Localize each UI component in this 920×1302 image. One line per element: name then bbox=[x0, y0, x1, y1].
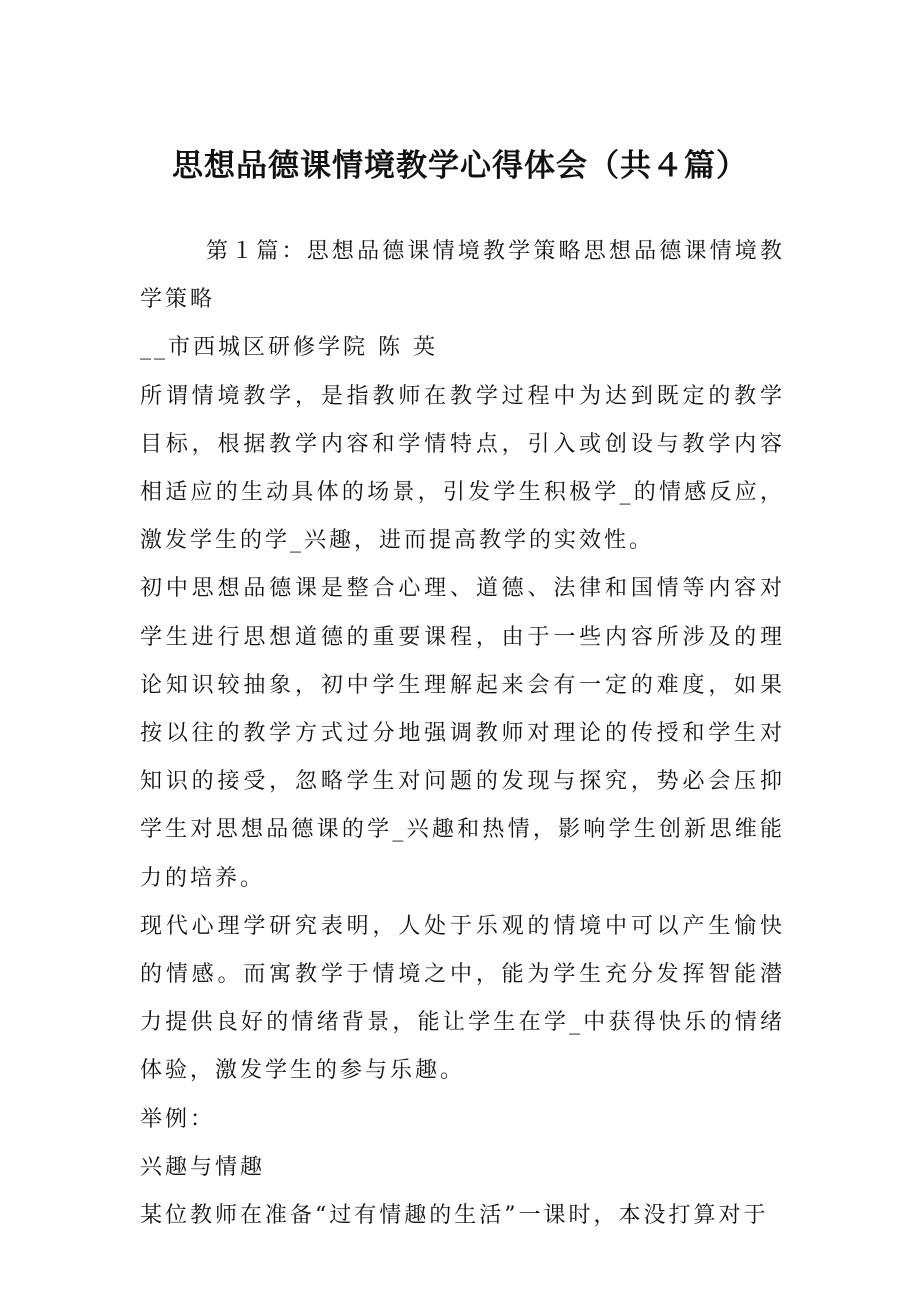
author-line: __市西城区研修学院 陈 英 bbox=[140, 335, 438, 361]
body-paragraph: 某位教师在准备“过有情趣的生活”一课时，本没打算对于 bbox=[140, 1203, 769, 1229]
example-label: 举例： bbox=[140, 1106, 216, 1132]
body-paragraph: 初中思想品德课是整合心理、道德、法律和国情等内容对学生进行思想道德的重要课程，由于一些内容所涉及的理论知识较抽象，初中学生理解起来会有一定的难度，如果按以往的教学方式过分地强调教师对理论的传授和学生对知识的接受，忽略学生对问题的发现与探究，势必会压抑学生对思想品德课的学_兴趣和热情，影响学生创新思维能力的培养。 bbox=[140, 576, 785, 891]
body-paragraph: 所谓情境教学，是指教师在教学过程中为达到既定的教学目标，根据教学内容和学情特点，引入或创设与教学内容相适应的生动具体的场景，引发学生积极学_的情感反应，激发学生的学_兴趣，进而提高教学的实效性。 bbox=[140, 383, 785, 554]
subheading: 兴趣与情趣 bbox=[140, 1154, 266, 1180]
document-body bbox=[140, 228, 785, 1240]
body-paragraph: 现代心理学研究表明，人处于乐观的情境中可以产生愉快的情感。而寓教学于情境之中，能为学生充分发挥智能潜力提供良好的情绪背景，能让学生在学_中获得快乐的情绪体验，激发学生的参与乐趣。 bbox=[140, 913, 785, 1084]
section-heading: 第１篇：思想品德课情境教学策略思想品德课情境教学策略 bbox=[140, 239, 785, 313]
document-title: 思想品德课情境教学心得体会（共４篇） bbox=[172, 148, 748, 184]
